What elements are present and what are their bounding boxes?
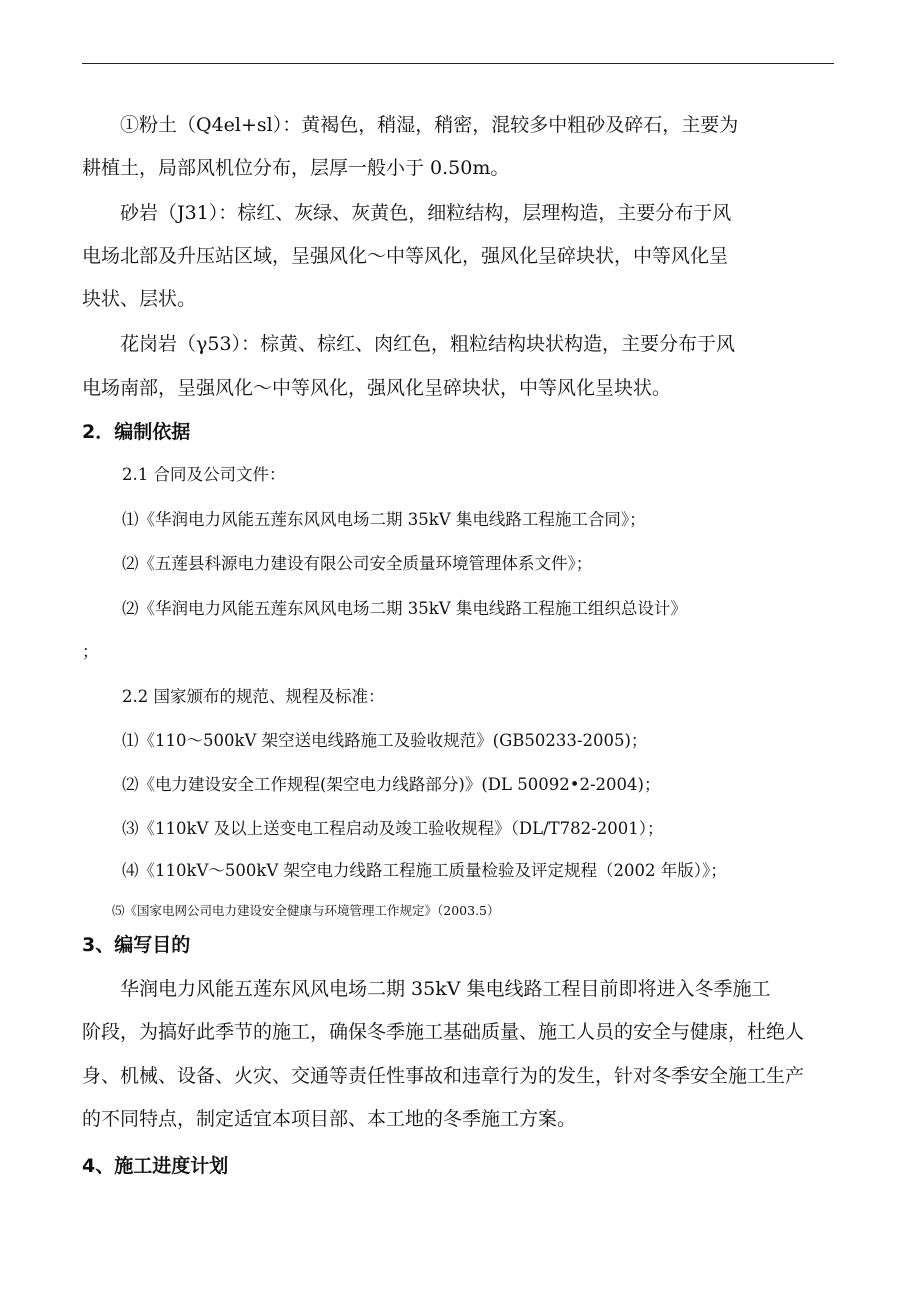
purpose-line-4: 的不同特点，制定适宜本项目部、本工地的冬季施工方案。 (82, 1108, 577, 1130)
sandstone-line-3: 块状、层状。 (82, 288, 197, 310)
granite-line-1: 花岗岩（γ53）：棕黄、棕红、肉红色，粗粒结构块状构造，主要分布于风 (120, 333, 736, 355)
reference-item: ⑴《华润电力风能五莲东风风电场二期 35kV 集电线路工程施工合同》； (122, 510, 646, 529)
header-rule (82, 63, 834, 64)
purpose-line-2: 阶段，为搞好此季节的施工，确保冬季施工基础质量、施工人员的安全与健康，杜绝人 (82, 1021, 805, 1043)
reference-item: ⑵《五莲县科源电力建设有限公司安全质量环境管理体系文件》； (122, 554, 593, 573)
standard-item: ⑵《电力建设安全工作规程(架空电力线路部分)》(DL 50092•2-2004)； (122, 775, 661, 794)
section-2-heading: 2．编制依据 (82, 421, 191, 443)
silt-line-1: ①粉土（Q4el+sl）：黄褐色，稍湿，稍密，混较多中粗砂及碎石，主要为 (120, 114, 739, 136)
section-4-heading: 4、施工进度计划 (82, 1155, 229, 1177)
sandstone-line-2: 电场北部及升压站区域，呈强风化～中等风化，强风化呈碎块状，中等风化呈 (82, 245, 729, 267)
standard-item: ⑶《110kV 及以上送变电工程启动及竣工验收规程》（DL/T782-2001）； (122, 819, 664, 838)
section-3-heading: 3、编写目的 (82, 934, 191, 956)
standard-item: ⑴《110～500kV 架空送电线路施工及验收规范》(GB50233-2005)； (122, 731, 648, 750)
standard-item: ⑸《国家电网公司电力建设安全健康与环境管理工作规定》（2003.5） (112, 903, 500, 918)
purpose-line-1: 华润电力风能五莲东风风电场二期 35kV 集电线路工程目前即将进入冬季施工 (120, 978, 771, 1000)
reference-item: ⑵《华润电力风能五莲东风风电场二期 35kV 集电线路工程施工组织总设计》 (122, 599, 687, 618)
subsection-2-2: 2.2 国家颁布的规范、规程及标准： (122, 687, 385, 706)
reference-continuation: ； (82, 642, 99, 661)
standard-item: ⑷《110kV～500kV 架空电力线路工程施工质量检验及评定规程（2002 年版）》； (122, 861, 727, 880)
subsection-2-1: 2.1 合同及公司文件： (122, 465, 286, 484)
sandstone-line-1: 砂岩（J31）：棕红、灰绿、灰黄色，细粒结构，层理构造，主要分布于风 (120, 202, 732, 224)
purpose-line-3: 身、机械、设备、火灾、交通等责任性事故和违章行为的发生，针对冬季安全施工生产 (82, 1065, 805, 1087)
granite-line-2: 电场南部，呈强风化～中等风化，强风化呈碎块状，中等风化呈块状。 (82, 377, 672, 399)
silt-line-2: 耕植土，局部风机位分布，层厚一般小于 0.50m。 (82, 157, 510, 179)
